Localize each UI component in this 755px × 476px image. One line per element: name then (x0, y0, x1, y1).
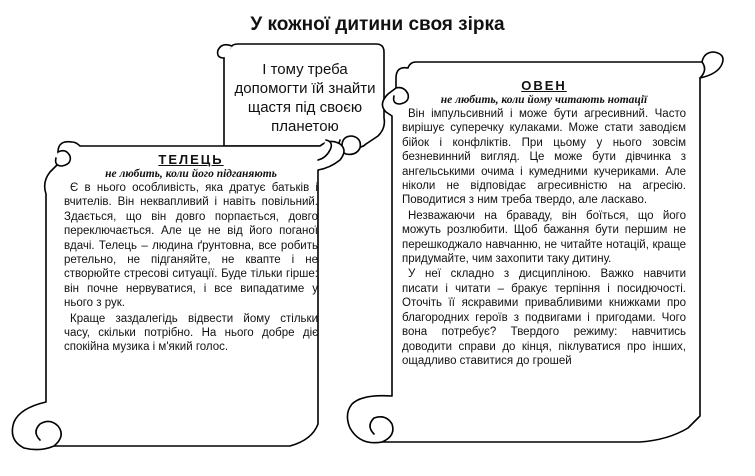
aries-heading: ОВЕН (521, 78, 567, 93)
taurus-subheading: не любить, коли його підганяють (105, 168, 277, 180)
taurus-paragraph: Є в нього особливість, яка дратує батьків і вчителів. Він неквапливий і навіть повільний. Здається, що він довго порпається, довго переключається. Але це не від його поганої вдачі. Телець – людина ґрунтовна, все робить ретельно, не підганяйте, не квапте і не створюйте стресові ситуації. Буде тільки гірше: він почне нервуватися, і все випадатиме у нього з рук. (64, 182, 318, 310)
taurus-heading: ТЕЛЕЦЬ (158, 152, 224, 167)
aries-subheading: не любить, коли йому читають нотації (440, 94, 648, 106)
intro-text: І тому треба допомогти їй знайти щастя під своєю планетою (234, 61, 376, 135)
aries-paragraph: Незважаючи на браваду, він боїться, що його можуть розлюбити. Щоб бажання бути першим не перешкоджало навчанню, не читайте нотацій, краще придумайте, чим захопити таку дитину. (402, 209, 686, 266)
page-title: У кожної дитини своя зірка (250, 14, 505, 35)
taurus-paragraph: Краще заздалегідь відвести йому стільки часу, скільки потрібно. На нього добре діє спокійна музика і м'який голос. (64, 312, 318, 354)
aries-panel (402, 78, 686, 368)
aries-paragraph: Він імпульсивний і може бути агресивний. Часто вирішує суперечку кулаками. Може стати заводієм бійок і конфліктів. При цьому у нього зовсім безневинний вигляд. Це може бути дівчинка з ангельськими очима і кумедними кучериками. Але ніколи не відповідає агресивністю на агресію. Поводитися з ним треба твердо, але ласкаво. (402, 108, 686, 207)
aries-paragraph: У неї складно з дисципліною. Важко навчити писати і читати – бракує терпіння і посидючості. Оточіть її яскравими привабливими книжками про благородних героїв з подвигами і пригодами. Чого вона потребує? Твердого режиму: навчитись доводити справи до кінця, піклуватися про інших, ощадливо ставитися до грошей (402, 268, 686, 367)
taurus-panel (64, 152, 318, 355)
